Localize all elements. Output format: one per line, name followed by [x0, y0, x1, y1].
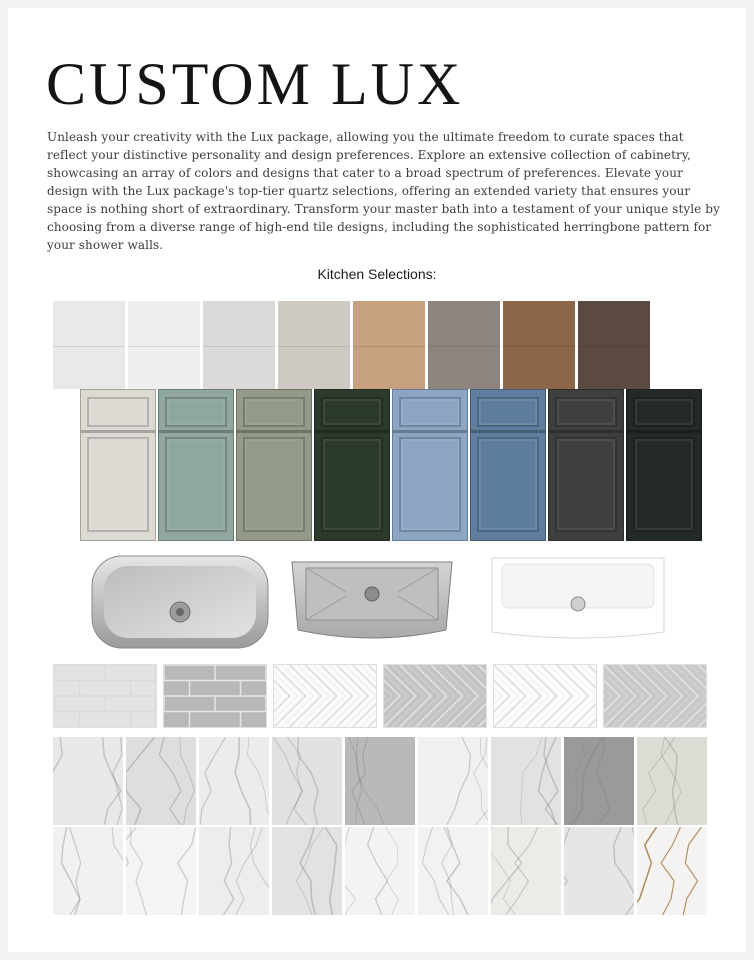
cabinet-panel-swatch: [578, 301, 650, 389]
farmhouse-white-sink: [488, 552, 668, 652]
cabinet-panel-swatch: [128, 301, 200, 389]
quartz-swatch: [345, 827, 415, 915]
herringbone-tile-swatch: [273, 664, 377, 728]
cabinet-door-swatch: [158, 389, 234, 541]
quartz-swatch: [637, 737, 707, 825]
herringbone-tile-swatch: [493, 664, 597, 728]
quartz-swatch: [199, 737, 269, 825]
herringbone-tile-swatch: [383, 664, 487, 728]
farmhouse-stainless-sink: [286, 552, 458, 652]
kitchen-selections-heading: Kitchen Selections:: [317, 266, 437, 282]
herringbone-tile-swatch: [603, 664, 707, 728]
catalog-page: [8, 8, 746, 952]
cabinet-panel-swatch: [53, 301, 125, 389]
cabinet-door-swatch: [548, 389, 624, 541]
quartz-swatch: [491, 827, 561, 915]
quartz-swatch: [564, 827, 634, 915]
page-title: CUSTOM LUX: [46, 51, 464, 117]
quartz-swatch: [199, 827, 269, 915]
quartz-swatch: [126, 737, 196, 825]
subway-tile-swatch: [53, 664, 157, 728]
quartz-swatch: [53, 827, 123, 915]
cabinet-door-swatch: [80, 389, 156, 541]
cabinet-door-swatch: [236, 389, 312, 541]
cabinet-panel-swatch: [428, 301, 500, 389]
cabinet-panel-swatch: [353, 301, 425, 389]
quartz-swatch: [637, 827, 707, 915]
quartz-swatch: [345, 737, 415, 825]
quartz-swatch: [126, 827, 196, 915]
cabinet-panel-swatch: [203, 301, 275, 389]
cabinet-door-swatch: [314, 389, 390, 541]
quartz-swatch: [418, 827, 488, 915]
quartz-swatch: [418, 737, 488, 825]
undermount-stainless-sink: [90, 552, 270, 652]
quartz-swatch: [272, 827, 342, 915]
subway-tile-swatch: [163, 664, 267, 728]
cabinet-door-swatch: [470, 389, 546, 541]
quartz-swatch: [272, 737, 342, 825]
cabinet-door-swatch: [392, 389, 468, 541]
cabinet-panel-swatch: [503, 301, 575, 389]
intro-paragraph: Unleash your creativity with the Lux package, allowing you the ultimate freedom to curate spaces that reflect your distinctive personality and design preferences. Explore an extensive collection of cabinetry, showcasing an array of colors and designs that cater to a broad spectrum of preferences. Elevate your design with the Lux package's top-tier quartz selections, offering an extended variety that ensures your space is nothing short of extraordinary. Transform your master bath into a testament of your unique style by choosing from a diverse range of high-end tile designs, including the sophisticated herringbone pattern for your shower walls.: [47, 130, 720, 252]
quartz-swatch: [53, 737, 123, 825]
quartz-swatch: [564, 737, 634, 825]
quartz-swatch: [491, 737, 561, 825]
cabinet-door-swatch: [626, 389, 702, 541]
cabinet-panel-swatch: [278, 301, 350, 389]
